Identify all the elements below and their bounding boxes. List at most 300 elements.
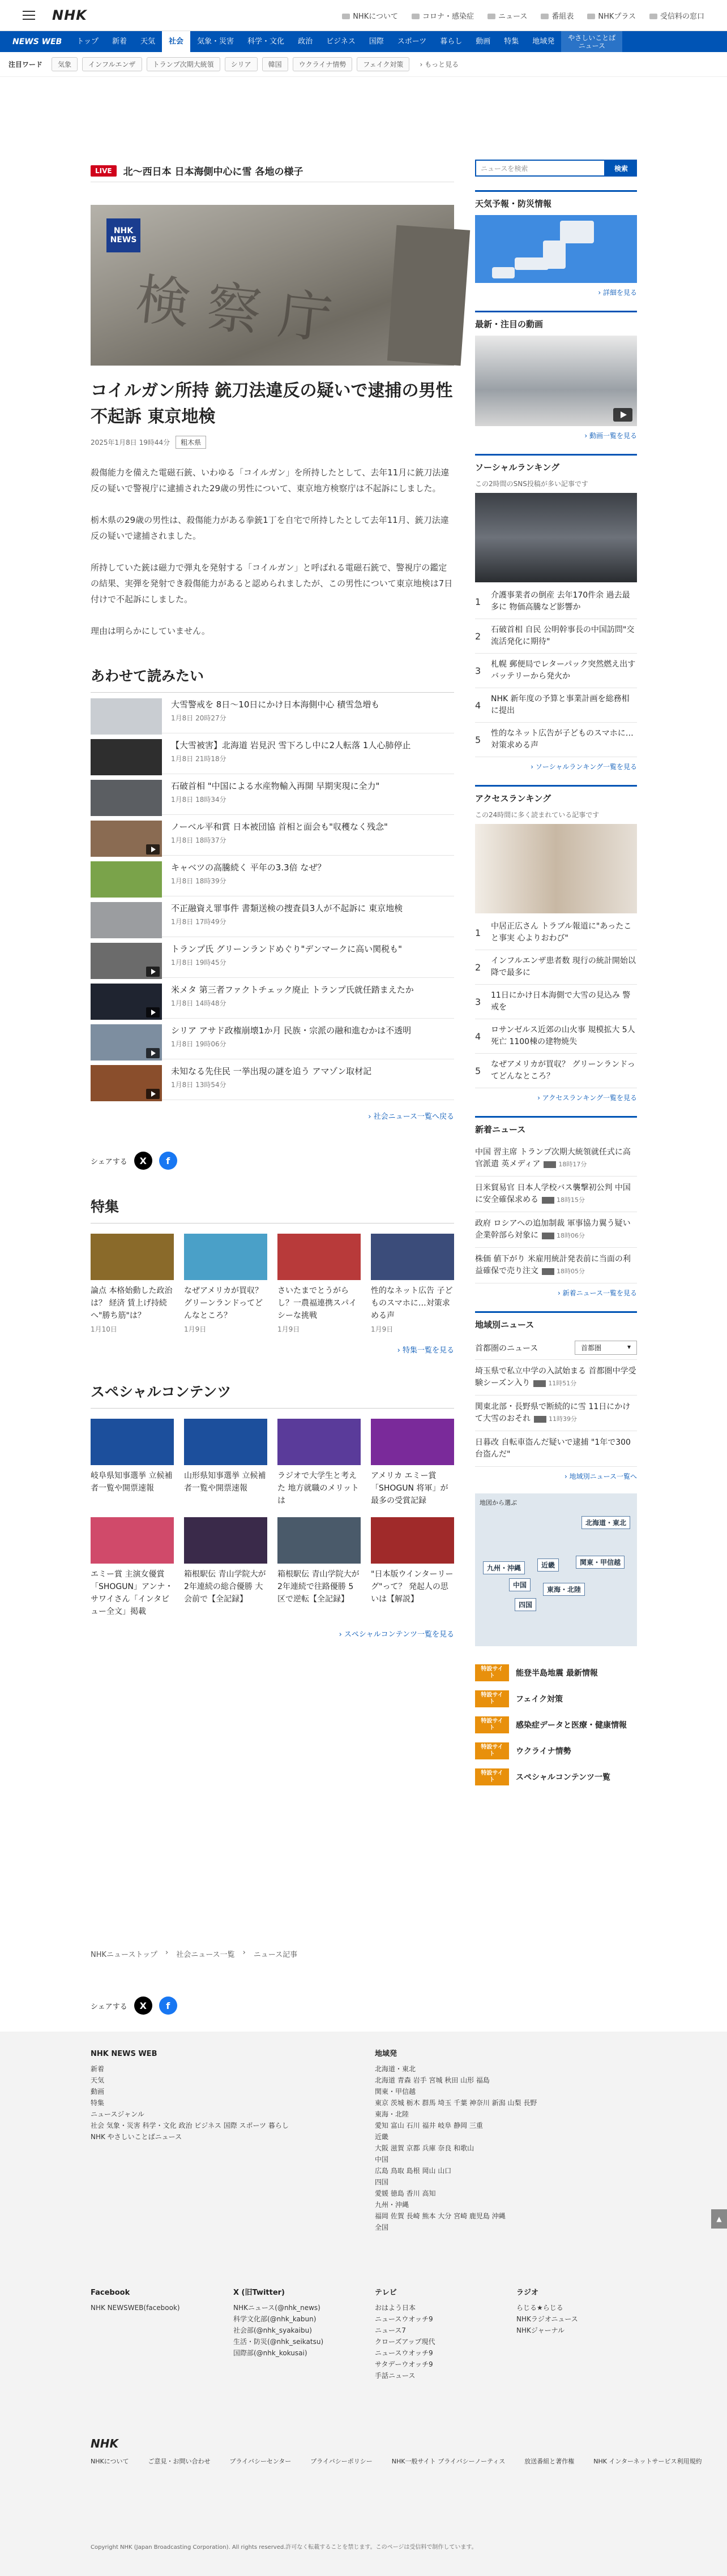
special-title: 山形県知事選挙 立候補者一覧や開票速報 — [184, 1471, 266, 1493]
page-top-button[interactable]: ▲ — [711, 2209, 727, 2229]
nav-item[interactable]: ビジネス — [326, 37, 356, 46]
search-button[interactable]: 検索 — [605, 160, 637, 177]
region-button[interactable]: 九州・沖縄 — [483, 1561, 525, 1574]
social-ranking-item[interactable] — [475, 688, 637, 723]
related-heading: あわせて読みたい — [91, 665, 454, 693]
related-item[interactable] — [91, 896, 454, 937]
news-time: 18時05分 — [542, 1268, 585, 1275]
footer-link[interactable]: クローズアップ現代 — [375, 2338, 435, 2346]
footer-link[interactable]: 愛知 富山 石川 福井 岐阜 静岡 三重 — [375, 2122, 483, 2130]
nav-item[interactable]: トップ — [76, 37, 99, 46]
footer-link[interactable]: 社会 気象・災害 科学・文化 政治 ビジネス 国際 スポーツ 暮らし — [91, 2122, 289, 2130]
video-heading: 最新・注目の動画 — [475, 311, 637, 336]
nav-item[interactable]: 地域発 — [532, 37, 555, 46]
banner-badge: 特設サイト — [475, 1742, 509, 1759]
special-card[interactable] — [371, 1517, 454, 1618]
feature-date: 1月10日 — [91, 1325, 117, 1333]
x-share-icon[interactable]: X — [134, 1997, 152, 2015]
play-icon — [146, 1048, 160, 1058]
feature-date: 1月9日 — [184, 1325, 207, 1333]
special-title: "日本版ウインターリーグ"って？ 発起人の思いは【解説】 — [371, 1570, 454, 1604]
footer-heading: ラジオ — [516, 2289, 539, 2297]
special-card[interactable] — [91, 1517, 174, 1618]
banner-title: ウクライナ情勢 — [516, 1747, 571, 1756]
news-time: 18時15分 — [542, 1196, 585, 1204]
nav-easy-news[interactable]: やさしいことば ニュース — [561, 31, 622, 52]
social-ranking-item[interactable] — [475, 585, 637, 619]
related-title: トランプ氏 グリーンランドめぐり"デンマークに高い関税も" — [171, 944, 402, 954]
feature-card[interactable] — [184, 1234, 267, 1334]
breadcrumb-current: ニュース記事 — [253, 1951, 298, 1959]
footer-bottom-link[interactable]: NHKについて — [91, 2458, 129, 2465]
footer-link[interactable]: 新着 — [91, 2065, 105, 2073]
news-title: 政府 ロシアへの追加制裁 軍事協力翼う疑い 企業幹部ら対象に — [475, 1219, 631, 1240]
feature-image — [371, 1234, 454, 1280]
feature-title: 性的なネット広告 子どものスマホに…対策求める声 — [371, 1286, 453, 1320]
nav-item[interactable]: 天気 — [140, 37, 156, 46]
regional-more-link[interactable]: › 地域別ニュース一覧へ — [564, 1472, 637, 1480]
news-title: 日暮改 自転車盗んだ疑いで逮捕 "1年で300台盗んだ" — [475, 1438, 631, 1459]
rank-number: 2 — [475, 630, 481, 642]
related-list — [91, 693, 454, 1100]
region-button[interactable]: 東海・北陸 — [543, 1583, 585, 1596]
special-card[interactable] — [91, 1419, 174, 1507]
news-title: 関東北部・長野県で断続的に雪 11日にかけて大雪のおそれ — [475, 1402, 631, 1423]
footer-heading: Facebook — [91, 2289, 130, 2297]
trend-chip[interactable]: 韓国 — [262, 57, 288, 71]
rank-title: ロサンゼルス近郊の山火事 規模拡大 5人死亡 1100棟の建物焼失 — [491, 1025, 635, 1046]
related-title: 【大雪被害】北海道 岩見沢 雪下ろし中に2人転落 1人心肺停止 — [171, 740, 411, 750]
header-links — [342, 10, 704, 21]
footer-link[interactable]: 北海道・東北 — [375, 2065, 416, 2073]
special-image — [91, 1419, 174, 1465]
featured-video-thumb[interactable] — [475, 336, 637, 426]
footer-bottom-link[interactable]: 放送番組と著作権 — [524, 2458, 575, 2465]
special-site-banner[interactable] — [475, 1764, 637, 1790]
region-button[interactable]: 中国 — [509, 1578, 531, 1591]
header-link[interactable]: NHKプラス — [587, 10, 636, 21]
social-ranking-item[interactable] — [475, 619, 637, 654]
copyright: Copyright NHK (Japan Broadcasting Corporation). All rights reserved.許可なく転載することを禁じます。このページは受信料で制作しています。 — [91, 2544, 477, 2551]
special-image — [277, 1419, 361, 1465]
footer-link[interactable]: ニュースウオッチ9 — [375, 2349, 433, 2357]
footer-link[interactable]: 天気 — [91, 2076, 105, 2084]
article-meta — [91, 436, 454, 449]
footer-link[interactable]: おはよう日本 — [375, 2304, 416, 2312]
special-card[interactable] — [277, 1517, 361, 1618]
latest-news-item[interactable] — [475, 1141, 637, 1177]
footer-link[interactable]: ニュース7 — [375, 2326, 407, 2334]
access-ranking-item[interactable] — [475, 1054, 637, 1088]
footer-link[interactable]: 近畿 — [375, 2133, 389, 2141]
access-ranking-image — [475, 824, 637, 913]
footer-link[interactable]: 大阪 滋賀 京都 兵庫 奈良 和歌山 — [375, 2144, 474, 2152]
related-item[interactable] — [91, 1059, 454, 1100]
footer-col-news — [91, 2049, 328, 2143]
feature-title: 論点 本格始動した政治は？ 経済 賃上げ持続へ"勝ち筋"は？ — [91, 1286, 173, 1320]
special-site-banner[interactable] — [475, 1738, 637, 1764]
x-share-icon[interactable]: X — [134, 1152, 152, 1170]
related-thumb — [91, 821, 162, 857]
facebook-share-icon[interactable]: f — [159, 1997, 177, 2015]
breadcrumb-item[interactable]: 社会ニュース一覧 — [176, 1951, 235, 1959]
social-ranking-more[interactable]: › ソーシャルランキング一覧を見る — [531, 763, 637, 771]
social-ranking-image — [475, 493, 637, 582]
region-button[interactable]: 近畿 — [537, 1559, 559, 1572]
related-date: 1月8日 19時45分 — [171, 959, 226, 967]
special-title: 箱根駅伝 青山学院大が2年連続で往路優勝 5区で逆転【全記録】 — [277, 1570, 360, 1604]
search-input[interactable]: ニュースを検索 — [475, 160, 605, 177]
nav-item[interactable]: スポーツ — [397, 37, 427, 46]
article-date: 2025年1月8日 19時44分 — [91, 439, 170, 446]
article-hero-image — [91, 205, 454, 366]
trend-chip[interactable]: トランプ次期大統領 — [147, 57, 220, 71]
related-date: 1月8日 13時54分 — [171, 1081, 226, 1089]
header-link[interactable]: NHKについて — [342, 10, 398, 21]
trend-chip[interactable]: 気象 — [52, 57, 78, 71]
news-web-brand[interactable]: NEWS WEB — [12, 37, 62, 46]
special-card[interactable] — [371, 1419, 454, 1507]
trend-more-link[interactable]: › もっと見る — [420, 61, 459, 68]
latest-news-item[interactable] — [475, 1177, 637, 1212]
footer-link[interactable]: 特集 — [91, 2099, 105, 2107]
nav-item[interactable]: 科学・文化 — [247, 37, 285, 46]
latest-news-item[interactable] — [475, 1212, 637, 1248]
trend-chip[interactable]: インフルエンザ — [82, 57, 142, 71]
trend-chip[interactable]: フェイク対策 — [357, 57, 409, 71]
feature-image — [277, 1234, 361, 1280]
special-more-link[interactable]: › スペシャルコンテンツ一覧を見る — [339, 1630, 454, 1639]
article-paragraph: 栃木県の29歳の男性は、殺傷能力がある拳銃1丁を自宅で所持したとして去年11月、銃刀法違反の疑いで逮捕されました。 — [91, 515, 449, 541]
weather-more-link[interactable]: › 詳細を見る — [598, 289, 637, 297]
news-title: 埼玉県で私立中学の入試始まる 首都圏中学受験シーズン入り — [475, 1367, 636, 1388]
footer-link[interactable]: NHK やさしいことばニュース — [91, 2133, 182, 2141]
nav-item-active[interactable]: 社会 — [162, 31, 190, 52]
rank-number: 2 — [475, 961, 481, 973]
special-site-banner[interactable] — [475, 1712, 637, 1738]
header-link[interactable]: 受信料の窓口 — [649, 10, 704, 21]
related-title: 未知なる先住民 一挙出現の謎を追う アマゾン取材記 — [171, 1066, 372, 1076]
social-ranking-item[interactable] — [475, 654, 637, 688]
footer-bottom-link[interactable]: NHK インターネットサービス利用規約 — [593, 2458, 702, 2465]
special-grid — [91, 1419, 454, 1618]
weather-map[interactable] — [475, 215, 637, 283]
main-column — [91, 160, 454, 1639]
live-text: 北～西日本 日本海側中心に雪 各地の様子 — [123, 166, 303, 178]
region-select[interactable]: 首都圏 ▾ — [575, 1341, 637, 1355]
special-image — [184, 1419, 267, 1465]
related-date: 1月8日 18時34分 — [171, 796, 226, 804]
related-item[interactable] — [91, 693, 454, 733]
special-site-banner[interactable] — [475, 1660, 637, 1686]
play-icon — [146, 1089, 160, 1099]
news-title: 株価 値下がり 米雇用統計発表前に当面の利益確保で売り注文 — [475, 1255, 631, 1276]
footer-bottom-link[interactable]: ご意見・お問い合わせ — [148, 2458, 211, 2465]
access-ranking-heading: アクセスランキング — [475, 785, 637, 810]
footer-link[interactable]: 広島 鳥取 島根 岡山 山口 — [375, 2167, 452, 2175]
related-item[interactable] — [91, 774, 454, 815]
footer-link[interactable]: 東京 茨城 栃木 群馬 埼玉 千葉 神奈川 新潟 山梨 長野 — [375, 2099, 537, 2107]
related-item[interactable] — [91, 733, 454, 774]
feature-image — [91, 1234, 174, 1280]
special-image — [371, 1419, 454, 1465]
article-paragraph: 所持していた銃は磁力で弾丸を発射する「コイルガン」と呼ばれる電磁石銃で、警視庁の鑑定の結果、実弾を発射でき殺傷能力があると認められましたが、この男性について東京地検は7日付けで不起訴にしました。 — [91, 563, 453, 604]
video-more-link[interactable]: › 動画一覧を見る — [584, 432, 637, 440]
access-ranking-item[interactable] — [475, 985, 637, 1019]
menu-icon[interactable] — [23, 11, 35, 20]
regional-news-item[interactable] — [475, 1431, 637, 1467]
feature-card[interactable] — [371, 1234, 454, 1334]
footer-heading: テレビ — [375, 2289, 397, 2297]
trend-chip[interactable]: シリア — [225, 57, 258, 71]
related-date: 1月8日 19時06分 — [171, 1040, 226, 1048]
feature-date: 1月9日 — [277, 1325, 300, 1333]
access-ranking-sub: この24時間に多く読まれている記事です — [475, 811, 600, 819]
access-ranking-more[interactable]: › アクセスランキング一覧を見る — [537, 1094, 637, 1102]
region-button[interactable]: 北海道・東北 — [581, 1516, 630, 1529]
related-thumb — [91, 902, 162, 938]
banner-title: フェイク対策 — [516, 1695, 563, 1704]
related-title: 米メタ 第三者ファクトチェック廃止 トランプ氏就任踏まえたか — [171, 985, 414, 995]
rank-title: NHK 新年度の予算と事業計画を総務相に提出 — [491, 694, 630, 715]
banner-badge: 特設サイト — [475, 1690, 509, 1707]
related-date: 1月8日 18時39分 — [171, 877, 226, 885]
social-ranking-list — [475, 585, 637, 757]
special-image — [184, 1517, 267, 1564]
related-thumb — [91, 780, 162, 816]
footer-link[interactable]: ニュースウオッチ9 — [375, 2315, 433, 2323]
nav-item[interactable]: 暮らし — [440, 37, 463, 46]
regional-list — [475, 1360, 637, 1467]
access-ranking-list — [475, 916, 637, 1088]
footer-link[interactable]: 福岡 佐賀 長崎 熊本 大分 宮崎 鹿児島 沖縄 — [375, 2212, 506, 2220]
footer-link[interactable]: 全国 — [375, 2223, 389, 2231]
rank-number: 4 — [475, 699, 481, 711]
article-region-tag[interactable]: 粗木県 — [176, 436, 206, 449]
article-title: コイルガン所持 銃刀法違反の疑いで逮捕の男性不起訴 東京地検 — [91, 381, 453, 427]
feature-title: なぜアメリカが買収？ グリーンランドってどんなところ？ — [184, 1286, 263, 1320]
latest-news-item[interactable] — [475, 1248, 637, 1283]
rank-title: 石破首相 自民 公明幹事長の中国訪問"交流活発化に期待" — [491, 625, 635, 646]
header-link[interactable]: コロナ・感染症 — [412, 10, 474, 21]
nav-item[interactable]: 特集 — [504, 37, 519, 46]
rank-number: 5 — [475, 1065, 481, 1076]
region-button[interactable]: 四国 — [515, 1598, 536, 1611]
related-thumb — [91, 943, 162, 979]
nhk-logo[interactable]: NHK — [52, 7, 87, 23]
nav-item[interactable]: 政治 — [298, 37, 313, 46]
special-title: アメリカ エミー賞「SHOGUN 将軍」が最多の受賞記録 — [371, 1471, 448, 1505]
related-title: 石破首相 "中国による水産物輸入再開 早期実現に全力" — [171, 781, 380, 791]
facebook-share-icon[interactable]: f — [159, 1152, 177, 1170]
footer-link[interactable]: 手話ニュース — [375, 2372, 416, 2380]
footer-link[interactable]: 愛媛 徳島 香川 高知 — [375, 2189, 436, 2197]
regional-news-item[interactable] — [475, 1360, 637, 1396]
footer-bottom-link[interactable]: プライバシーポリシー — [310, 2458, 373, 2465]
feature-date: 1月9日 — [371, 1325, 394, 1333]
header-link[interactable]: ニュース — [487, 10, 527, 21]
feature-card[interactable] — [91, 1234, 174, 1334]
main-nav — [0, 31, 727, 52]
banner-title: スペシャルコンテンツ一覧 — [516, 1773, 611, 1782]
rank-title: 11日にかけ日本海側で大雪の見込み 警戒を — [491, 991, 631, 1012]
related-title: ノーベル平和賞 日本被団協 首相と面会も"収穫なく残念" — [171, 822, 388, 832]
related-thumb — [91, 698, 162, 735]
footer-link[interactable]: 社会部(@nhk_syakaibu) — [233, 2326, 312, 2334]
special-title: エミー賞 主演女優賞「SHOGUN」アンナ・サワイさん「インタビュー全文」掲載 — [91, 1570, 173, 1616]
related-title: キャベツの高騰続く 平年の3.3倍 なぜ？ — [171, 862, 326, 873]
special-card[interactable] — [184, 1419, 267, 1507]
region-map — [475, 1493, 637, 1646]
rank-number: 4 — [475, 1031, 481, 1042]
news-time: 11時39分 — [534, 1415, 577, 1423]
nav-item[interactable]: 国際 — [369, 37, 384, 46]
special-image — [91, 1517, 174, 1564]
footer-link[interactable]: NHKジャーナル — [516, 2326, 565, 2334]
news-time: 11時51分 — [533, 1380, 576, 1387]
rank-title: 中居正広さん トラブル報道に"あったこと事実 心よりおわび" — [491, 922, 632, 943]
play-icon — [613, 408, 632, 422]
footer-link[interactable]: 生活・防災(@nhk_seikatsu) — [233, 2338, 324, 2346]
live-badge: LIVE — [91, 165, 117, 177]
footer-heading: NHK NEWS WEB — [91, 2050, 157, 2058]
features-more-link[interactable]: › 特集一覧を見る — [397, 1346, 454, 1355]
region-map-label: 地図から選ぶ — [480, 1499, 517, 1506]
news-title: 日米貿易官 日本人学校バス襲撃初公判 中国に安全確保求める — [475, 1183, 631, 1204]
special-title: ラジオで大学生と考えた 地方就職のメリットは — [277, 1471, 359, 1505]
rank-title: インフルエンザ患者数 現行の統計開始以降で最多に — [491, 956, 636, 977]
play-icon — [146, 844, 160, 855]
rank-number: 5 — [475, 734, 481, 745]
related-title: 大雪警戒を 8日～10日にかけ日本海側中心 積雪急増も — [171, 699, 380, 710]
related-item[interactable] — [91, 937, 454, 978]
footer-link[interactable]: NHK NEWSWEB(facebook) — [91, 2304, 180, 2312]
special-card[interactable] — [184, 1517, 267, 1618]
live-banner[interactable] — [91, 160, 454, 182]
rank-number: 1 — [475, 927, 481, 938]
nav-item[interactable]: 新着 — [112, 37, 127, 46]
footer — [0, 2032, 727, 2576]
trend-label: 注目ワード — [8, 61, 43, 68]
rank-title: 性的なネット広告が子どものスマホに…対策求める声 — [491, 729, 634, 750]
access-ranking-item[interactable] — [475, 916, 637, 950]
related-title: シリア アサド政権崩壊1か月 民族・宗派の融和進むかは不透明 — [171, 1025, 412, 1036]
region-label: 首都圏のニュース — [475, 1343, 538, 1353]
related-thumb — [91, 984, 162, 1020]
article-paragraph: 理由は明らかにしていません。 — [91, 626, 210, 636]
footer-link[interactable]: らじる★らじる — [516, 2304, 563, 2312]
banner-badge: 特設サイト — [475, 1664, 509, 1681]
footer-social — [375, 2287, 488, 2381]
related-item[interactable] — [91, 856, 454, 896]
play-icon — [146, 967, 160, 977]
breadcrumb: NHKニューストップ › 社会ニュース一覧 › ニュース記事 — [91, 1948, 298, 1959]
footer-bottom-link[interactable]: プライバシーセンター — [229, 2458, 292, 2465]
related-thumb — [91, 861, 162, 898]
features-heading: 特集 — [91, 1196, 454, 1223]
header-link[interactable]: 番組表 — [541, 10, 574, 21]
footer-link[interactable]: 北海道 青森 岩手 宮城 秋田 山形 福島 — [375, 2076, 490, 2084]
trend-words — [0, 52, 727, 77]
footer-heading: 地域発 — [375, 2050, 397, 2058]
rank-number: 3 — [475, 996, 481, 1007]
region-selector-row — [475, 1336, 637, 1360]
related-date: 1月8日 21時18分 — [171, 755, 226, 763]
banner-badge: 特設サイト — [475, 1716, 509, 1733]
region-button[interactable]: 関東・甲信越 — [576, 1556, 625, 1569]
related-date: 1月8日 14時48分 — [171, 999, 226, 1007]
play-icon — [146, 1007, 160, 1017]
news-time: 18時06分 — [542, 1232, 585, 1239]
related-item[interactable] — [91, 1019, 454, 1059]
special-image — [371, 1517, 454, 1564]
rank-number: 3 — [475, 665, 481, 676]
special-card[interactable] — [277, 1419, 361, 1507]
footer-links — [91, 2457, 702, 2466]
feature-card[interactable] — [277, 1234, 361, 1334]
access-ranking-item[interactable] — [475, 950, 637, 985]
footer-social — [91, 2287, 204, 2313]
share-bar — [91, 1152, 454, 1170]
chevron-down-icon: ▾ — [627, 1343, 631, 1351]
footer-bottom-link[interactable]: NHK一般サイト プライバシーノーティス — [391, 2458, 506, 2465]
related-item[interactable] — [91, 815, 454, 856]
related-title: 不正融資え罪事件 書類送検の捜査員3人が不起訴に 東京地検 — [171, 903, 403, 913]
footer-link[interactable]: NHKニュース(@nhk_news) — [233, 2304, 320, 2312]
footer-link[interactable]: 関東・甲信越 — [375, 2088, 416, 2096]
footer-link[interactable]: NHKラジオニュース — [516, 2315, 578, 2323]
footer-link[interactable]: ニュースジャンル — [91, 2110, 144, 2118]
footer-link[interactable]: 国際部(@nhk_kokusai) — [233, 2349, 307, 2357]
rank-title: なぜアメリカが買収？ グリーンランドってどんなところ？ — [491, 1060, 635, 1081]
related-item[interactable] — [91, 978, 454, 1019]
social-ranking-item[interactable] — [475, 723, 637, 757]
share-bar-bottom — [91, 1997, 177, 2015]
footer-link[interactable]: 東海・北陸 — [375, 2110, 409, 2118]
footer-nhk-logo[interactable]: NHK — [91, 2437, 118, 2450]
nav-item[interactable]: 気象・災害 — [197, 37, 234, 46]
nav-item[interactable]: 動画 — [476, 37, 491, 46]
rank-title: 介護事業者の倒産 去年170件余 過去最多に 物価高騰など影響か — [491, 591, 630, 612]
footer-link[interactable]: 九州・沖縄 — [375, 2201, 409, 2209]
footer-link[interactable]: 科学文化部(@nhk_kabun) — [233, 2315, 317, 2323]
trend-chip[interactable]: ウクライナ情勢 — [293, 57, 353, 71]
special-site-banner[interactable] — [475, 1686, 637, 1712]
banner-title: 能登半島地震 最新情報 — [516, 1669, 598, 1678]
latest-list — [475, 1141, 637, 1283]
footer-link[interactable]: 四国 — [375, 2178, 389, 2186]
latest-more-link[interactable]: › 新着ニュース一覧を見る — [557, 1289, 637, 1297]
latest-heading: 新着ニュース — [475, 1116, 637, 1141]
special-site-banners — [475, 1660, 637, 1790]
share-label: シェアする — [91, 1157, 127, 1166]
social-ranking-sub: この2時間のSNS投稿が多い記事です — [475, 480, 588, 488]
footer-link[interactable]: 動画 — [91, 2088, 105, 2096]
footer-link[interactable]: 中国 — [375, 2156, 389, 2163]
feature-title: さいたまでとうがらし？一農福連携スパイシーな挑戦 — [277, 1286, 357, 1320]
footer-heading: X (旧Twitter) — [233, 2289, 285, 2297]
breadcrumb-item[interactable]: NHKニューストップ — [91, 1951, 157, 1959]
regional-news-item[interactable] — [475, 1396, 637, 1431]
related-more-link[interactable]: › 社会ニュース一覧へ戻る — [368, 1113, 454, 1121]
footer-link[interactable]: サタデーウオッチ9 — [375, 2360, 433, 2368]
social-ranking-heading: ソーシャルランキング — [475, 454, 637, 479]
related-date: 1月8日 18時37分 — [171, 836, 226, 844]
news-title: 中国 習主席 トランプ次期大統領就任式に高官派遣 英メディア — [475, 1148, 631, 1169]
weather-heading: 天気予報・防災情報 — [475, 190, 637, 215]
access-ranking-item[interactable] — [475, 1019, 637, 1054]
related-thumb — [91, 1024, 162, 1061]
